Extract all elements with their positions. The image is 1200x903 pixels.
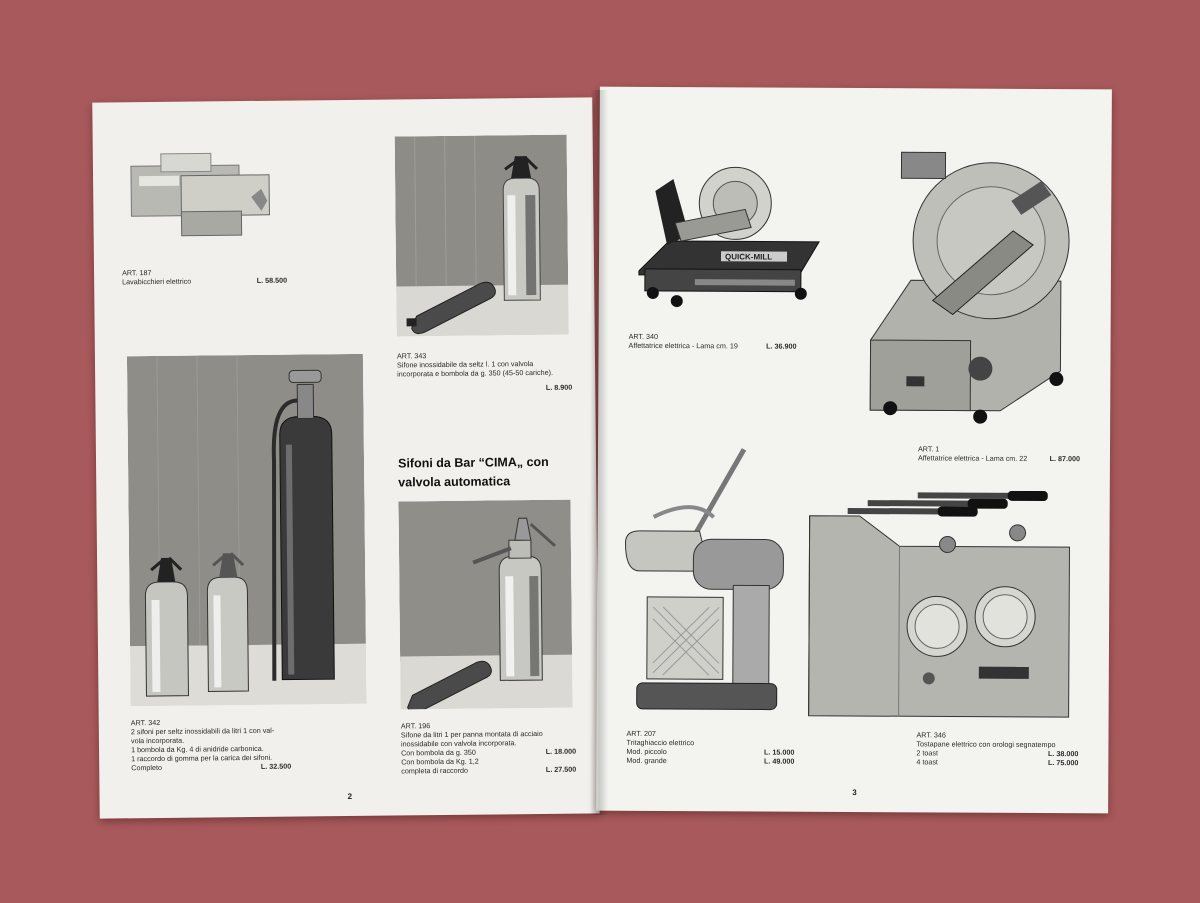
art346-desc: Tostapane elettrico con orologi segnatempo: [916, 739, 1056, 750]
art343-desc-line: Sifone inossidabile da seltz l. 1 con valvola: [396, 359, 534, 370]
art343-code: ART. 343: [396, 351, 427, 361]
art346-option-price: L. 75.000: [1047, 758, 1079, 768]
art196-desc-line: Sifone da litri 1 per panna montata di acciaio: [400, 728, 543, 740]
art342-desc-line: 2 sifoni per seltz inossidabili da litri 1 con val-: [130, 725, 275, 737]
art343-desc-line: incorporata e bombola da g. 350 (45-50 cariche).: [397, 367, 553, 379]
glass-washer-photo: [121, 145, 282, 247]
art346-option-label: 4 toast: [916, 757, 938, 767]
slicer-brand-label: QUICK-MILL: [724, 252, 773, 262]
art196-option-label: Con bombola da g. 350: [401, 747, 476, 758]
art342-total-label: Completo: [131, 762, 163, 773]
art187-code: ART. 187: [122, 268, 152, 278]
art187-caption: [122, 267, 287, 287]
art342-desc-line: 1 bombola da Kg. 4 di anidride carbonica.: [130, 743, 264, 755]
seltz-siphon-photo: [395, 135, 569, 337]
page-number-right: 3: [852, 787, 857, 798]
art196-option-label: completa di raccordo: [401, 765, 469, 776]
art342-desc-line: vola incorporata.: [130, 735, 185, 746]
art343-caption: [397, 350, 572, 394]
meat-slicer-large-photo: [860, 140, 1080, 431]
art207-code: ART. 207: [626, 728, 656, 738]
art1-price: L. 87.000: [1049, 454, 1080, 464]
art196-option-label: Con bombola da Kg. 1,2: [401, 756, 479, 767]
page-number-left: 2: [347, 791, 353, 802]
art346-code: ART. 346: [916, 730, 946, 740]
art196-code: ART. 196: [400, 721, 431, 731]
art346-option-price: L. 38.000: [1048, 749, 1079, 759]
art196-option-price: L. 27.500: [545, 764, 577, 774]
art187-price: L. 58.500: [256, 275, 288, 285]
meat-slicer-small-photo: [625, 151, 826, 312]
art340-price: L. 36.900: [766, 341, 797, 351]
art196-caption: [401, 720, 577, 776]
art346-option-label: 2 toast: [916, 748, 939, 758]
toaster-photo: [807, 490, 1090, 727]
art196-option-price: L. 18.000: [545, 746, 577, 756]
catalog-page-right: [596, 87, 1112, 814]
art187-desc: Lavabicchieri elettrico: [122, 276, 192, 287]
art207-option-label: Mod. piccolo: [626, 746, 667, 757]
ice-crusher-photo: [623, 447, 804, 728]
art207-desc: Tritaghiaccio elettrico: [626, 737, 695, 748]
art207-option-label: Mod. grande: [626, 755, 667, 766]
cream-siphon-photo: [398, 500, 572, 710]
art1-caption: [918, 444, 1080, 463]
section-heading: Sifoni da Bar “CIMA„ con valvola automatica: [397, 454, 549, 490]
art342-desc-line: 1 raccordo di gomma per la carica dei sifoni.: [131, 752, 273, 764]
art207-option-price: L. 49.000: [763, 756, 795, 766]
art196-desc-line: inossidabile con valvola incorporata.: [400, 738, 517, 749]
art340-desc: Affettatrice elettrica - Lama cm. 19: [628, 340, 738, 351]
art342-code: ART. 342: [130, 717, 161, 728]
art1-code: ART. 1: [917, 444, 940, 454]
art340-code: ART. 340: [628, 331, 659, 341]
art207-option-price: L. 15.000: [764, 747, 795, 757]
siphons-and-co2-tank-photo: [127, 354, 367, 706]
catalog-page-left: [92, 97, 599, 818]
art343-price: L. 8.900: [545, 382, 573, 392]
art1-desc: Affettatrice elettrica - Lama cm. 22: [917, 453, 1028, 463]
art346-caption: [916, 730, 1078, 767]
art342-caption: [131, 717, 292, 773]
art340-caption: [629, 332, 797, 351]
art342-price: L. 32.500: [260, 761, 292, 771]
art207-caption: [626, 729, 794, 766]
